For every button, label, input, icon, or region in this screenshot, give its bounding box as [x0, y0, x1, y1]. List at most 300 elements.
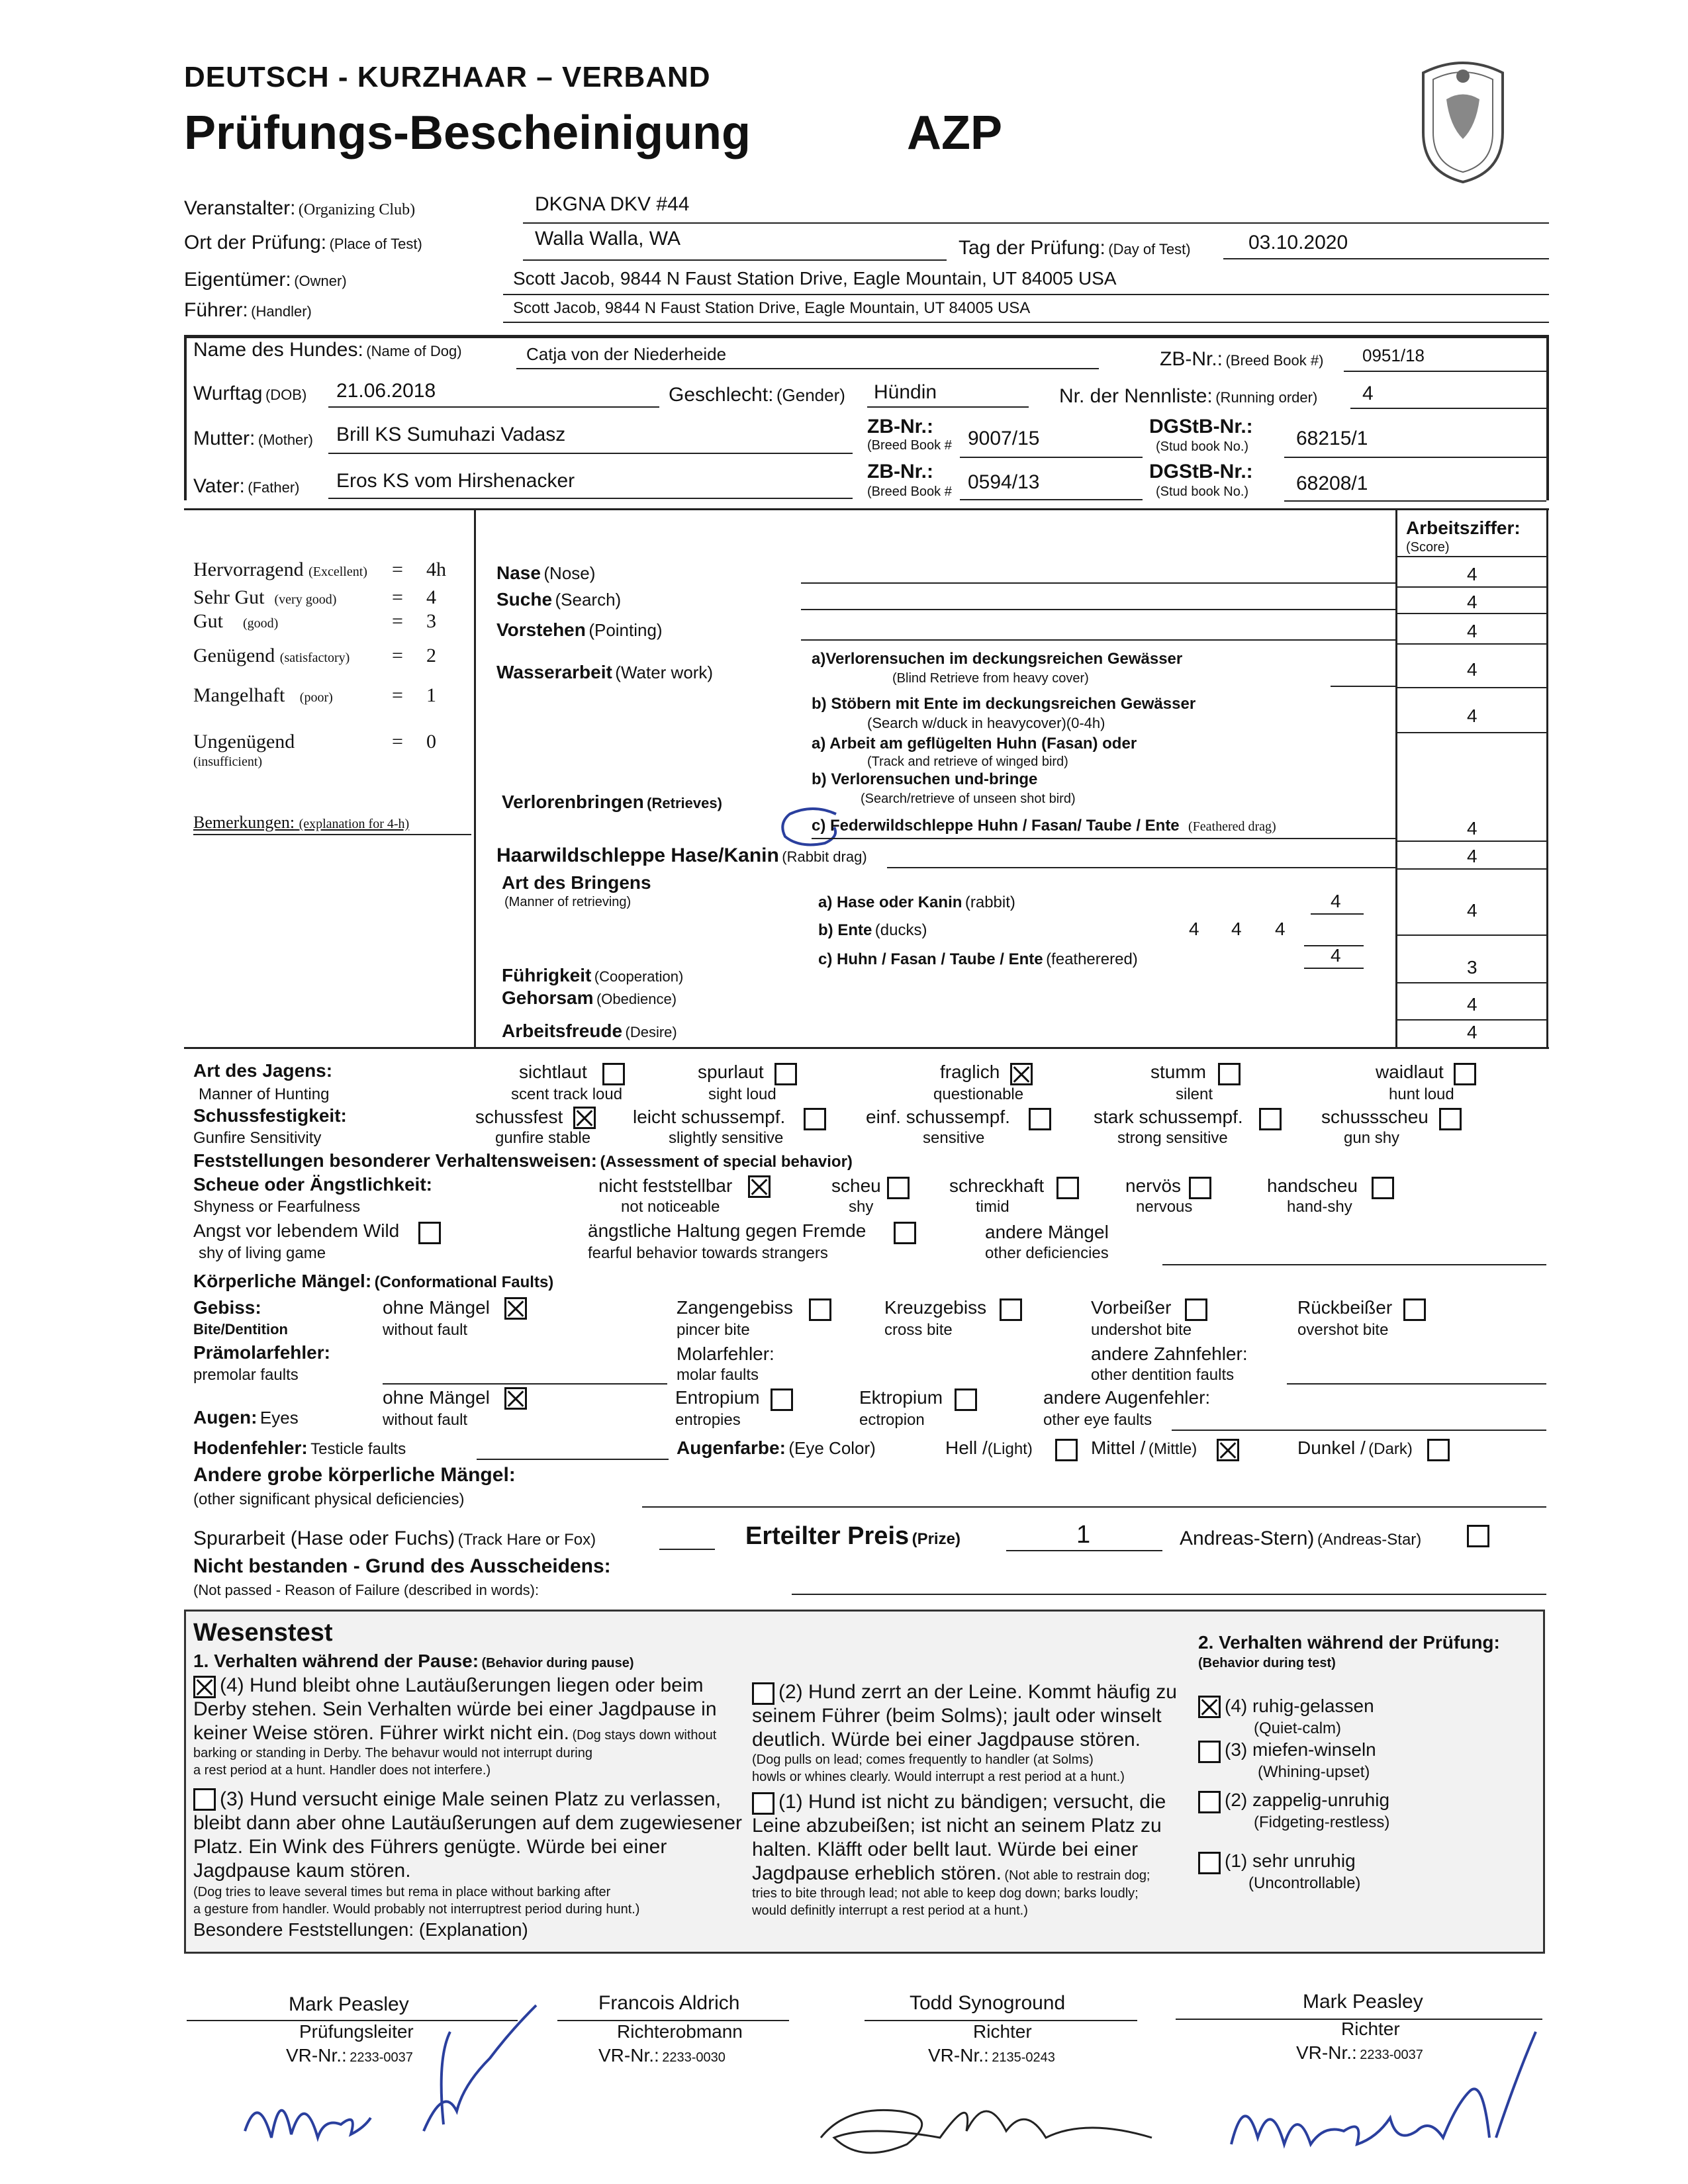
- father-zb-sub: (Breed Book #: [867, 484, 952, 499]
- bite-opt2: Zangengebiss: [677, 1297, 793, 1318]
- retrieve-a-label: a) Arbeit am geflügelten Huhn (Fasan) oder: [812, 735, 1137, 752]
- search-score: 4: [1467, 592, 1477, 612]
- obedience-label: Gehorsam: [502, 987, 594, 1008]
- test-1-checkbox[interactable]: [1198, 1852, 1221, 1874]
- judge-1-vr-label: VR-Nr.:: [286, 2045, 347, 2066]
- running-value: 4: [1362, 383, 1374, 404]
- hunting-opt1: sichtlaut: [519, 1062, 587, 1082]
- desire-label: Arbeitsfreude: [502, 1021, 623, 1041]
- judge-4-role: Richter: [1341, 2019, 1400, 2039]
- gunfire-opt2-checkbox[interactable]: [804, 1108, 826, 1130]
- nose-sub: (Nose): [543, 563, 596, 583]
- pause-3-line4: Jagdpause kaum stören.: [193, 1860, 411, 1882]
- retrieve-c-label: c) Federwildschleppe Huhn / Fasan/ Taube / Ente: [812, 817, 1180, 835]
- shy-opt3-sub: timid: [976, 1198, 1009, 1216]
- pause-3-line6: a gesture from handler. Would probably not interruptrest period during hunt.): [193, 1902, 640, 1917]
- pause-2-line2: seinem Führer (beim Solms); jault oder winselt: [752, 1705, 1162, 1727]
- manner-c-sub: (featherered): [1046, 950, 1138, 968]
- track-sub: (Track Hare or Fox): [457, 1531, 596, 1549]
- bite-opt2-checkbox[interactable]: [809, 1298, 831, 1321]
- other-deficiencies-label: andere Mängel: [985, 1222, 1109, 1242]
- mother-label: Mutter:: [193, 428, 256, 449]
- test-4-label: (4) ruhig-gelassen: [1225, 1696, 1374, 1716]
- score-header-sub: (Score): [1406, 540, 1450, 555]
- pause-3-line3: Platz. Ein Wink des Führers genügte. Würde bei einer: [193, 1836, 667, 1858]
- desire-sub: (Desire): [625, 1024, 677, 1040]
- eye-light-sub: (Light): [987, 1440, 1033, 1458]
- pointing-sub: (Pointing): [588, 620, 663, 640]
- handler-sub: (Handler): [251, 303, 312, 320]
- desire-score: 4: [1467, 1022, 1477, 1042]
- pause-1-line5: (Not able to restrain dog;: [1004, 1868, 1150, 1883]
- test-3-label: (3) miefen-winseln: [1225, 1739, 1376, 1760]
- day-sub: (Day of Test): [1108, 241, 1191, 257]
- father-zb-label: ZB-Nr.:: [867, 461, 933, 482]
- bite-opt4-checkbox[interactable]: [1185, 1298, 1207, 1321]
- pause-4-line5: barking or standing in Derby. The behavur would not interrupt during: [193, 1746, 592, 1760]
- legend-insufficient-value: 0: [426, 731, 436, 752]
- shy-opt4-sub: nervous: [1136, 1198, 1193, 1216]
- gunfire-opt2: leicht schussempf.: [633, 1107, 786, 1127]
- gunfire-opt3-checkbox[interactable]: [1029, 1108, 1051, 1130]
- legend-excellent-sub: (Excellent): [308, 565, 367, 579]
- shy-opt3-checkbox[interactable]: [1056, 1177, 1079, 1199]
- eyes-opt2: Entropium: [675, 1387, 760, 1408]
- fear-strangers-label: ängstliche Haltung gegen Fremde: [588, 1220, 867, 1241]
- signature-judge-3-icon: [808, 2038, 1178, 2171]
- legend-very-good-value: 4: [426, 586, 436, 608]
- legend-excellent-value: 4h: [426, 559, 446, 580]
- shy-opt4: nervös: [1125, 1175, 1182, 1196]
- rabbit-drag-sub: (Rabbit drag): [782, 848, 867, 865]
- eyes-opt4: andere Augenfehler:: [1043, 1387, 1211, 1408]
- pointing-score: 4: [1467, 621, 1477, 641]
- pause-4-line1: (4) Hund bleibt ohne Lautäußerungen liegen oder beim: [220, 1674, 704, 1696]
- bite-opt4: Vorbeißer: [1091, 1297, 1172, 1318]
- judge-3-vr: 2135-0243: [992, 2050, 1055, 2065]
- shyness-sub: Shyness or Fearfulness: [193, 1198, 361, 1216]
- premolar-sub: premolar faults: [193, 1366, 299, 1384]
- bite-opt1-sub: without fault: [383, 1321, 468, 1339]
- pause-3-line5: (Dog tries to leave several times but rema in place without barking after: [193, 1885, 611, 1899]
- score-header: Arbeitsziffer:: [1406, 518, 1521, 538]
- gunfire-opt2-sub: slightly sensitive: [669, 1129, 784, 1147]
- legend-eq-1: =: [392, 559, 403, 580]
- search-sub: (Search): [555, 590, 622, 610]
- test-1-sub: (Uncontrollable): [1248, 1874, 1361, 1892]
- dog-name-sub: (Name of Dog): [366, 343, 462, 359]
- manner-sub: (Manner of retrieving): [504, 895, 632, 909]
- remarks-sub: (explanation for 4-h): [299, 817, 410, 831]
- pause-2-checkbox[interactable]: [752, 1682, 774, 1705]
- nose-score: 4: [1467, 564, 1477, 584]
- legend-very-good: Sehr Gut: [193, 586, 265, 608]
- gunfire-sub: Gunfire Sensitivity: [193, 1129, 322, 1147]
- prize-value: 1: [1076, 1521, 1091, 1549]
- hunting-sub: Manner of Hunting: [199, 1085, 330, 1103]
- eyes-label: Augen:: [193, 1407, 258, 1428]
- eyes-opt3-checkbox[interactable]: [955, 1388, 977, 1411]
- hunting-opt4-sub: silent: [1176, 1085, 1213, 1103]
- remarks-label: Bemerkungen:: [193, 813, 295, 832]
- shy-opt4-checkbox[interactable]: [1189, 1177, 1211, 1199]
- test-behavior-label: 2. Verhalten während der Prüfung:: [1198, 1632, 1500, 1653]
- retrieve-c-score: 4: [1467, 818, 1477, 839]
- pause-1-line7: would definitly interrupt a rest period at a hunt.): [752, 1903, 1028, 1918]
- eyes-opt2-sub: entropies: [675, 1411, 741, 1429]
- dog-name-label: Name des Hundes:: [193, 339, 363, 361]
- search-label: Suche: [496, 589, 553, 610]
- prize-sub: (Prize): [912, 1530, 961, 1548]
- bite-opt5: Rückbeißer: [1297, 1297, 1393, 1318]
- shy-opt1: nicht feststellbar: [598, 1175, 733, 1196]
- other-physical-label: Andere grobe körperliche Mängel:: [193, 1464, 516, 1486]
- gunfire-opt4: stark schussempf.: [1094, 1107, 1243, 1127]
- eyes-opt2-checkbox[interactable]: [771, 1388, 793, 1411]
- legend-poor-sub: (poor): [299, 690, 333, 705]
- obedience-sub: (Obedience): [596, 991, 677, 1007]
- hunting-opt5-checkbox[interactable]: [1454, 1063, 1476, 1085]
- shyness-label: Scheue oder Ängstlichkeit:: [193, 1174, 432, 1195]
- pointing-label: Vorstehen: [496, 619, 586, 640]
- test-2-label: (2) zappelig-unruhig: [1225, 1790, 1390, 1810]
- retrieves-label: Verlorenbringen: [502, 792, 644, 812]
- eyes-opt3: Ektropium: [859, 1387, 943, 1408]
- fear-game-checkbox[interactable]: [418, 1222, 441, 1244]
- pause-4-line4: (Dog stays down without: [572, 1728, 717, 1743]
- mother-dg-value: 68215/1: [1296, 428, 1368, 449]
- legend-poor-value: 1: [426, 684, 436, 706]
- pause-4-line2: Derby stehen. Sein Verhalten würde bei einer Jagdpause in: [193, 1698, 717, 1720]
- manner-b-score-1: 4: [1189, 919, 1199, 939]
- pause-2-line1: (2) Hund zerrt an der Leine. Kommt häufig zu: [778, 1681, 1177, 1703]
- bite-opt3: Kreuzgebiss: [884, 1297, 987, 1318]
- pause-4-line3: keiner Weise stören. Führer wirkt nicht ein.: [193, 1722, 569, 1744]
- other-dentition-sub: other dentition faults: [1091, 1366, 1235, 1384]
- place-label: Ort der Prüfung:: [184, 232, 327, 253]
- dog-zb-value: 0951/18: [1362, 345, 1425, 365]
- club-emblem-icon: [1397, 53, 1529, 185]
- father-dg-label: DGStB-Nr.:: [1149, 461, 1253, 482]
- test-1-label: (1) sehr unruhig: [1225, 1850, 1356, 1871]
- retrieve-b-label: b) Verlorensuchen und-bringe: [812, 770, 1038, 788]
- manner-a-label: a) Hase oder Kanin: [818, 893, 962, 911]
- shy-opt1-checkbox[interactable]: [748, 1175, 771, 1198]
- judge-3-name: Todd Synoground: [910, 1992, 1066, 2014]
- legend-eq-2: =: [392, 586, 403, 608]
- manner-a-score: 4: [1331, 891, 1341, 911]
- pause-1-line3: halten. Kläfft oder bellt laut. Würde bei einer: [752, 1839, 1139, 1860]
- father-label: Vater:: [193, 475, 245, 497]
- cooperation-sub: (Cooperation): [594, 968, 684, 985]
- mother-zb-value: 9007/15: [968, 428, 1040, 449]
- legend-good-value: 3: [426, 610, 436, 632]
- legend-satisfactory-value: 2: [426, 645, 436, 666]
- hunting-opt2-checkbox[interactable]: [774, 1063, 797, 1085]
- hunting-opt3-checkbox[interactable]: [1010, 1063, 1033, 1085]
- mother-dg-label: DGStB-Nr.:: [1149, 416, 1253, 437]
- eye-medium-label: Mittel /: [1091, 1437, 1146, 1458]
- shy-opt2: scheu: [831, 1175, 881, 1196]
- document-title: Prüfungs-Bescheinigung: [184, 107, 751, 159]
- manner-label: Art des Bringens: [502, 872, 651, 893]
- nose-label: Nase: [496, 563, 541, 583]
- gunfire-label: Schussfestigkeit:: [193, 1105, 347, 1126]
- father-value: Eros KS vom Hirshenacker: [336, 470, 575, 492]
- water-a-label: a)Verlorensuchen im deckungsreichen Gewässer: [812, 650, 1183, 668]
- eye-light-label: Hell /: [945, 1437, 988, 1458]
- rabbit-drag-label: Haarwildschleppe Hase/Kanin: [496, 844, 779, 866]
- club-label: Veranstalter:: [184, 197, 296, 219]
- manner-b-label: b) Ente: [818, 921, 872, 939]
- judge-4-vr-label: VR-Nr.:: [1296, 2042, 1357, 2063]
- track-label: Spurarbeit (Hase oder Fuchs): [193, 1527, 455, 1549]
- father-dg-sub: (Stud book No.): [1156, 484, 1249, 499]
- shy-opt2-checkbox[interactable]: [887, 1177, 910, 1199]
- bite-opt5-checkbox[interactable]: [1403, 1298, 1426, 1321]
- shy-opt3: schreckhaft: [949, 1175, 1045, 1196]
- shy-opt2-sub: shy: [849, 1198, 874, 1216]
- test-2-checkbox[interactable]: [1198, 1791, 1221, 1813]
- fear-strangers-checkbox[interactable]: [894, 1222, 916, 1244]
- manner-a-sub: (rabbit): [964, 893, 1015, 911]
- eye-dark-sub: (Dark): [1368, 1440, 1413, 1458]
- pause-1-line6: tries to bite through lead; not able to keep dog down; barks loudly;: [752, 1886, 1139, 1901]
- failure-sub: (Not passed - Reason of Failure (described in words):: [193, 1582, 539, 1598]
- test-4-checkbox[interactable]: [1198, 1696, 1221, 1718]
- dog-name-value: Catja von der Niederheide: [526, 344, 727, 364]
- hunting-opt2-sub: sight loud: [708, 1085, 776, 1103]
- bite-opt2-sub: pincer bite: [677, 1321, 750, 1339]
- gunfire-opt1-sub: gunfire stable: [495, 1129, 591, 1147]
- dob-value: 21.06.2018: [336, 380, 436, 402]
- eyes-opt1-checkbox[interactable]: [504, 1387, 527, 1410]
- eye-light-checkbox[interactable]: [1055, 1439, 1078, 1461]
- owner-sub: (Owner): [294, 273, 347, 289]
- pause-3-checkbox[interactable]: [193, 1788, 216, 1811]
- water-b-label: b) Stöbern mit Ente im deckungsreichen Gewässer: [812, 695, 1196, 713]
- hunting-opt4: stumm: [1150, 1062, 1206, 1082]
- handler-value: Scott Jacob, 9844 N Faust Station Drive, Eagle Mountain, UT 84005 USA: [513, 299, 1031, 317]
- manner-score: 4: [1467, 900, 1477, 921]
- conformation-label: Körperliche Mängel:: [193, 1271, 372, 1291]
- other-deficiencies-sub: other deficiencies: [985, 1244, 1109, 1262]
- eye-dark-checkbox[interactable]: [1427, 1439, 1450, 1461]
- legend-poor: Mangelhaft: [193, 684, 285, 706]
- bite-opt4-sub: undershot bite: [1091, 1321, 1192, 1339]
- pause-4-checkbox[interactable]: [193, 1676, 216, 1698]
- pause-behavior-sub: (Behavior during pause): [481, 1656, 634, 1670]
- gunfire-opt3-sub: sensitive: [923, 1129, 985, 1147]
- handler-label: Führer:: [184, 299, 248, 321]
- owner-value: Scott Jacob, 9844 N Faust Station Drive, Eagle Mountain, UT 84005 USA: [513, 268, 1117, 289]
- gunfire-opt1: schussfest: [475, 1107, 563, 1127]
- owner-label: Eigentümer:: [184, 269, 291, 291]
- pause-4-line6: a rest period at a hunt. Handler does not interfere.): [193, 1763, 491, 1778]
- mother-zb-label: ZB-Nr.:: [867, 416, 933, 437]
- fear-strangers-sub: fearful behavior towards strangers: [588, 1244, 828, 1262]
- test-behavior-sub: (Behavior during test): [1198, 1656, 1336, 1670]
- judge-2-vr: 2233-0030: [662, 2050, 726, 2065]
- mother-value: Brill KS Sumuhazi Vadasz: [336, 424, 566, 445]
- hunting-opt1-checkbox[interactable]: [602, 1063, 625, 1085]
- judge-2-name: Francois Aldrich: [598, 1992, 740, 2014]
- special-behavior-label: Feststellungen besonderer Verhaltensweisen:: [193, 1150, 597, 1171]
- pause-3-line1: (3) Hund versucht einige Male seinen Platz zu verlassen,: [220, 1788, 722, 1810]
- judge-2-vr-label: VR-Nr.:: [598, 2045, 659, 2066]
- eyes-opt4-sub: other eye faults: [1043, 1411, 1152, 1429]
- water-b-score: 4: [1467, 705, 1477, 726]
- bite-opt1: ohne Mängel: [383, 1297, 490, 1318]
- pause-2-line5: howls or whines clearly. Would interrupt a rest period at a hunt.): [752, 1770, 1125, 1784]
- water-a-score: 4: [1467, 659, 1477, 680]
- hunting-label: Art des Jagens:: [193, 1060, 333, 1081]
- fear-game-sub: shy of living game: [199, 1244, 326, 1262]
- legend-eq-3: =: [392, 610, 403, 632]
- gunfire-opt4-checkbox[interactable]: [1259, 1108, 1282, 1130]
- water-work-sub: (Water work): [615, 662, 714, 682]
- legend-eq-4: =: [392, 645, 403, 666]
- temperament-title: Wesenstest: [193, 1619, 333, 1647]
- test-4-sub: (Quiet-calm): [1254, 1719, 1342, 1737]
- bite-opt3-checkbox[interactable]: [1000, 1298, 1022, 1321]
- testicle-sub: Testicle faults: [310, 1440, 406, 1458]
- molar-label: Molarfehler:: [677, 1343, 774, 1364]
- hunting-opt4-checkbox[interactable]: [1218, 1063, 1241, 1085]
- gunfire-opt5-checkbox[interactable]: [1439, 1108, 1462, 1130]
- day-value: 03.10.2020: [1248, 232, 1348, 253]
- water-b-sub: (Search w/duck in heavycover)(0-4h): [867, 715, 1105, 731]
- manner-c-label: c) Huhn / Fasan / Taube / Ente: [818, 950, 1043, 968]
- star-sub: (Andreas-Star): [1317, 1531, 1422, 1549]
- shy-opt5-sub: hand-shy: [1287, 1198, 1352, 1216]
- association-name: DEUTSCH - KURZHAAR – VERBAND: [184, 61, 711, 93]
- gender-value: Hündin: [874, 381, 937, 403]
- gunfire-opt3: einf. schussempf.: [866, 1107, 1010, 1127]
- other-physical-sub: (other significant physical deficiencies): [193, 1490, 465, 1508]
- father-zb-value: 0594/13: [968, 471, 1040, 493]
- hunting-opt5-sub: hunt loud: [1389, 1085, 1454, 1103]
- rabbit-drag-score: 4: [1467, 846, 1477, 866]
- star-checkbox[interactable]: [1467, 1525, 1489, 1547]
- judge-2-role: Richterobmann: [617, 2021, 743, 2042]
- manner-b-sub: (ducks): [874, 921, 927, 939]
- pause-1-line1: (1) Hund ist nicht zu bändigen; versucht, die: [778, 1791, 1166, 1813]
- hunting-opt2: spurlaut: [698, 1062, 764, 1082]
- running-sub: (Running order): [1215, 389, 1318, 406]
- eyes-opt1-sub: without fault: [383, 1411, 468, 1429]
- pause-1-checkbox[interactable]: [752, 1792, 774, 1815]
- bite-label: Gebiss:: [193, 1297, 261, 1318]
- eye-color-sub: (Eye Color): [788, 1438, 876, 1458]
- prize-label: Erteilter Preis: [745, 1522, 910, 1550]
- father-dg-value: 68208/1: [1296, 473, 1368, 494]
- place-sub: (Place of Test): [329, 236, 422, 252]
- eyes-opt1: ohne Mängel: [383, 1387, 490, 1408]
- legend-insufficient: Ungenügend: [193, 731, 295, 752]
- legend-satisfactory: Genügend: [193, 645, 275, 666]
- legend-excellent: Hervorragend: [193, 559, 304, 580]
- pause-1-line4: Jagdpause erheblich stören.: [752, 1862, 1002, 1884]
- club-value: DKGNA DKV #44: [535, 193, 690, 215]
- dob-label: Wurftag: [193, 383, 263, 404]
- legend-insufficient-sub: (insufficient): [193, 754, 263, 769]
- shy-opt5: handscheu: [1267, 1175, 1358, 1196]
- hunting-opt1-sub: scent track loud: [511, 1085, 623, 1103]
- shy-opt5-checkbox[interactable]: [1372, 1177, 1394, 1199]
- retrieves-sub: (Retrieves): [647, 795, 722, 811]
- legend-good: Gut: [193, 610, 223, 632]
- bite-opt1-checkbox[interactable]: [504, 1297, 527, 1320]
- fear-game-label: Angst vor lebendem Wild: [193, 1220, 400, 1241]
- manner-c-score: 4: [1331, 945, 1341, 966]
- judge-4-vr: 2233-0037: [1360, 2048, 1423, 2062]
- hunting-opt3-sub: questionable: [933, 1085, 1024, 1103]
- obedience-score: 4: [1467, 994, 1477, 1015]
- special-behavior-sub: (Assessment of special behavior): [600, 1153, 853, 1171]
- star-label: Andreas-Stern): [1180, 1527, 1315, 1549]
- signature-judge-1-icon: [225, 1992, 569, 2171]
- judge-1-role: Prüfungsleiter: [299, 2021, 414, 2042]
- dog-zb-label: ZB-Nr.:: [1160, 348, 1223, 370]
- gunfire-opt5-sub: gun shy: [1344, 1129, 1400, 1147]
- manner-b-score-2: 4: [1231, 919, 1242, 939]
- mother-zb-sub: (Breed Book #: [867, 438, 952, 453]
- judge-1-vr: 2233-0037: [350, 2050, 413, 2065]
- other-dentition-label: andere Zahnfehler:: [1091, 1343, 1248, 1364]
- retrieve-a-sub: (Track and retrieve of winged bird): [867, 754, 1068, 769]
- test-3-checkbox[interactable]: [1198, 1741, 1221, 1763]
- bite-opt5-sub: overshot bite: [1297, 1321, 1389, 1339]
- gunfire-opt1-checkbox[interactable]: [573, 1107, 596, 1129]
- bite-sub: Bite/Dentition: [193, 1321, 288, 1338]
- water-work-label: Wasserarbeit: [496, 662, 612, 682]
- place-value: Walla Walla, WA: [535, 228, 681, 250]
- retrieve-c-sub: (Feathered drag): [1188, 819, 1276, 834]
- eyes-sub: Eyes: [259, 1408, 299, 1428]
- eyes-opt3-sub: ectropion: [859, 1411, 925, 1429]
- pause-2-line3: deutlich. Würde bei einer Jagdpause stören.: [752, 1729, 1141, 1751]
- gender-label: Geschlecht:: [669, 384, 774, 406]
- shy-opt1-sub: not noticeable: [621, 1198, 720, 1216]
- dog-zb-sub: (Breed Book #): [1225, 352, 1324, 369]
- gender-sub: (Gender): [776, 385, 845, 405]
- day-label: Tag der Prüfung:: [959, 237, 1105, 259]
- premolar-label: Prämolarfehler:: [193, 1342, 330, 1363]
- pause-1-line2: Leine abzubeißen; ist nicht an seinem Platz zu: [752, 1815, 1162, 1837]
- running-label: Nr. der Nennliste:: [1059, 385, 1213, 407]
- cooperation-label: Führigkeit: [502, 965, 592, 985]
- cooperation-score: 3: [1467, 957, 1477, 978]
- mother-sub: (Mother): [258, 432, 313, 448]
- judge-4-name: Mark Peasley: [1303, 1991, 1423, 2013]
- testicle-label: Hodenfehler:: [193, 1437, 308, 1458]
- legend-eq-5: =: [392, 684, 403, 706]
- failure-label: Nicht bestanden - Grund des Ausscheidens:: [193, 1555, 611, 1577]
- eye-color-label: Augenfarbe:: [677, 1437, 786, 1458]
- father-sub: (Father): [248, 479, 300, 496]
- eye-medium-sub: (Mittle): [1148, 1440, 1197, 1458]
- judge-3-role: Richter: [973, 2021, 1032, 2042]
- manner-b-score-3: 4: [1275, 919, 1286, 939]
- judge-1-name: Mark Peasley: [289, 1993, 409, 2015]
- legend-eq-6: =: [392, 731, 403, 752]
- molar-sub: molar faults: [677, 1366, 759, 1384]
- eye-medium-checkbox[interactable]: [1217, 1439, 1239, 1461]
- hunting-opt5: waidlaut: [1376, 1062, 1444, 1082]
- pause-3-line2: bleibt dann aber ohne Lautäußerungen auf dem zugewiesener: [193, 1812, 742, 1834]
- dob-sub: (DOB): [265, 387, 307, 403]
